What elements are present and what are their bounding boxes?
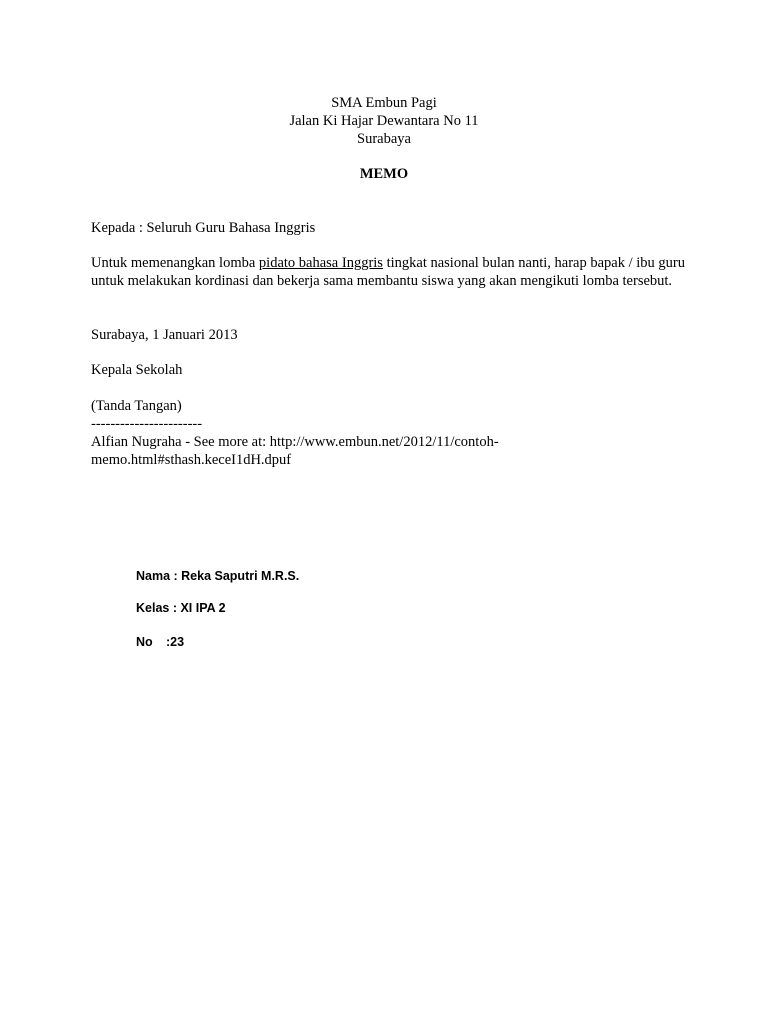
body-text-part2: tingkat nasional bulan nanti, harap bapak / ibu guru untuk melakukan kordinasi dan bekerja sama membantu siswa yang akan mengikuti lomba tersebut. (91, 255, 685, 289)
recipient-line: Kepada : Seluruh Guru Bahasa Inggris (91, 220, 316, 236)
body-underlined-text: pidato bahasa Inggris (258, 255, 383, 271)
body-text-part1: Untuk memenangkan lomba (91, 255, 259, 271)
student-name: Nama : Reka Saputri M.R.S. (136, 569, 300, 583)
student-number-label: No (136, 635, 153, 649)
school-name: SMA Embun Pagi (331, 95, 437, 111)
signatory-role: Kepala Sekolah (91, 362, 183, 378)
student-number-value: :23 (166, 635, 185, 649)
student-number (136, 634, 184, 650)
signature-placeholder: (Tanda Tangan) (91, 398, 182, 414)
student-class: Kelas : XI IPA 2 (136, 601, 226, 615)
memo-title: MEMO (359, 166, 409, 182)
author-line: Alfian Nugraha - See more at: http://www.embun.net/2012/11/contoh-memo.html#sthash.keceI1dH.dpuf (91, 434, 499, 468)
date-line: Surabaya, 1 Januari 2013 (91, 327, 238, 343)
signature-line: ----------------------- (91, 416, 203, 432)
letterhead (0, 94, 768, 148)
school-address: Jalan Ki Hajar Dewantara No 11 (289, 113, 479, 129)
memo-body (91, 254, 691, 290)
school-city: Surabaya (357, 131, 411, 147)
